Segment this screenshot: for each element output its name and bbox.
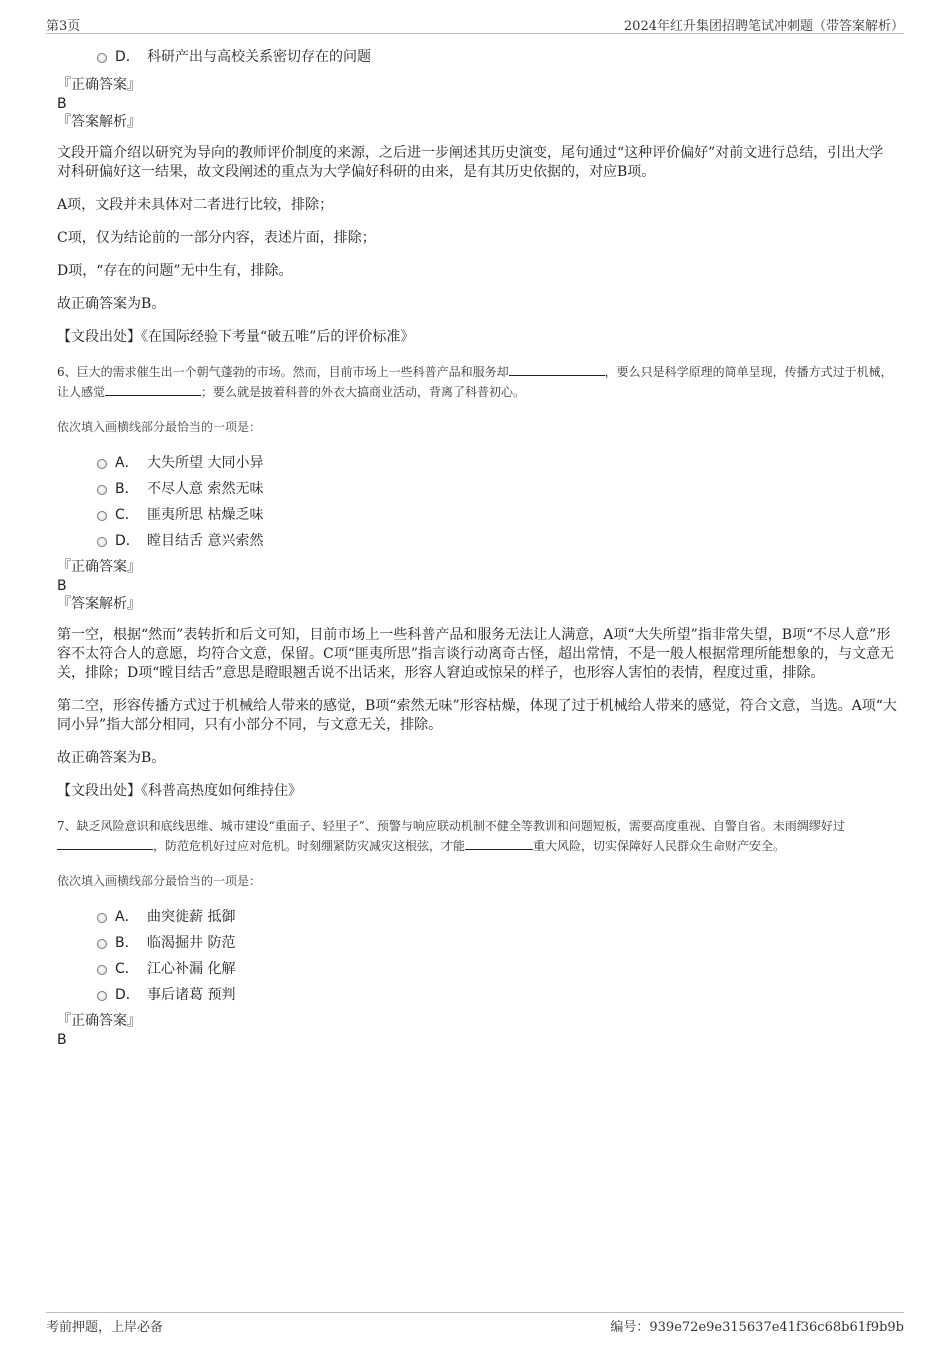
q6-text-part1: 6、巨大的需求催生出一个朝气蓬勃的市场。然而，目前市场上一些科普产品和服务却 <box>57 365 509 379</box>
page-footer <box>46 1312 904 1336</box>
option-letter: D． <box>115 533 140 549</box>
q5-analysis-para: 文段开篇介绍以研究为导向的教师评价制度的来源，之后进一步阐述其历史演变，尾句通过“这种评价偏好”对前文进行总结，引出大学对科研偏好这一结果，故文段阐述的重点为大学偏好科研的由来，是有其历史依据的，对应B项。 <box>57 145 884 180</box>
option-letter: D． <box>115 49 140 65</box>
radio-icon[interactable] <box>97 537 107 547</box>
page-number: 第3页 <box>46 19 81 34</box>
q7-text-part2: ，防范危机好过应对危机。时刻绷紧防灾减灾这根弦，才能 <box>153 839 466 853</box>
q6-analysis-label: 『答案解析』 <box>57 596 141 612</box>
option-letter: A． <box>115 909 139 925</box>
q7-option-b[interactable] <box>57 930 897 956</box>
q5-source: 【文段出处】《在国际经验下考量“破五唯”后的评价标准》 <box>57 329 415 345</box>
q6-source: 【文段出处】《科普高热度如何维持住》 <box>57 783 302 799</box>
option-text: 大失所望 大同小异 <box>147 455 264 471</box>
radio-icon[interactable] <box>97 459 107 469</box>
radio-icon[interactable] <box>97 485 107 495</box>
radio-icon[interactable] <box>97 965 107 975</box>
q6-text-part3: ；要么就是披着科普的外衣大搞商业活动，背离了科普初心。 <box>201 385 526 399</box>
q7-question-text <box>57 816 897 856</box>
option-text: 科研产出与高校关系密切存在的问题 <box>147 49 371 65</box>
option-text: 临渴掘井 防范 <box>147 935 236 951</box>
q6-conclusion: 故正确答案为B。 <box>57 750 166 766</box>
option-text: 匪夷所思 枯燥乏味 <box>147 507 264 523</box>
q5-analysis-para: C项，仅为结论前的一部分内容，表述片面，排除； <box>57 230 376 246</box>
radio-icon[interactable] <box>97 939 107 949</box>
q6-question-text <box>57 362 897 402</box>
q7-option-a[interactable] <box>57 904 897 930</box>
option-letter: B． <box>115 481 139 497</box>
document-id: 编号：939e72e9e315637e41f36c68b61f9b9b <box>610 1320 904 1335</box>
radio-icon[interactable] <box>97 511 107 521</box>
footer-slogan: 考前押题，上岸必备 <box>46 1320 164 1335</box>
document-title: 2024年红升集团招聘笔试冲刺题（带答案解析） <box>623 19 904 34</box>
q7-text-part3: 重大风险，切实保障好人民群众生命财产安全。 <box>533 839 786 853</box>
q7-answer-label: 『正确答案』 <box>57 1013 141 1029</box>
option-text: 事后诸葛 预判 <box>147 987 236 1003</box>
option-text: 江心补漏 化解 <box>147 961 236 977</box>
q6-answer-label: 『正确答案』 <box>57 559 141 575</box>
option-letter: C． <box>115 507 139 523</box>
q5-option-d[interactable] <box>57 44 897 70</box>
option-letter: B． <box>115 935 139 951</box>
q7-text-part1: 7、缺乏风险意识和底线思维、城市建设“重面子、轻里子”、预警与响应联动机制不健全等教训和问题短板，需要高度重视、自警自省。未雨绸缪好过 <box>57 819 845 833</box>
q6-option-a[interactable] <box>57 450 897 476</box>
q6-option-d[interactable] <box>57 528 897 554</box>
q6-analysis-para: 第一空，根据“然而”表转折和后文可知，目前市场上一些科普产品和服务无法让人满意，A项“大失所望”指非常失望，B项“不尽人意”形容不太符合人的意愿，均符合文意，保留。C项“匪夷所思”指言谈行动离奇古怪，超出常情，不是一般人根据常理所能想象的，与文意无关，排除；D项“瞠目结舌”意思是瞪眼翘舌说不出话来，形容人窘迫或惊呆的样子，也形容人害怕的表情，程度过重，排除。 <box>57 627 895 681</box>
q6-option-c[interactable] <box>57 502 897 528</box>
blank <box>57 837 153 850</box>
option-text: 曲突徙薪 抵御 <box>147 909 236 925</box>
page-header <box>46 14 904 34</box>
option-text: 不尽人意 索然无味 <box>147 481 264 497</box>
q7-option-c[interactable] <box>57 956 897 982</box>
blank <box>465 837 533 850</box>
option-text: 瞠目结舌 意兴索然 <box>147 533 264 549</box>
q6-answer: B <box>57 578 67 594</box>
q5-analysis-para: D项，“存在的问题”无中生有，排除。 <box>57 263 293 279</box>
q6-analysis-para: 第二空，形容传播方式过于机械给人带来的感觉，B项“索然无味”形容枯燥，体现了过于机械给人带来的感觉，符合文意，当选。A项“大同小异”指大部分相同，只有小部分不同，与文意无关，排除。 <box>57 698 897 733</box>
radio-icon[interactable] <box>97 913 107 923</box>
q5-analysis-para: A项，文段并未具体对二者进行比较，排除； <box>57 197 334 213</box>
radio-icon[interactable] <box>97 991 107 1001</box>
blank <box>105 383 201 396</box>
option-letter: A． <box>115 455 139 471</box>
option-letter: C． <box>115 961 139 977</box>
option-letter: D． <box>115 987 140 1003</box>
q7-answer: B <box>57 1032 67 1048</box>
q6-prompt: 依次填入画横线部分最恰当的一项是： <box>57 420 262 434</box>
blank <box>509 363 605 376</box>
q6-option-b[interactable] <box>57 476 897 502</box>
q7-prompt: 依次填入画横线部分最恰当的一项是： <box>57 874 262 888</box>
q5-analysis-label: 『答案解析』 <box>57 114 141 130</box>
main-content <box>57 44 897 1049</box>
q5-answer: B <box>57 96 67 112</box>
q6-text-part2: ，要么只是科学原理的简单呈现，传播方式过于机械，让人感觉 <box>57 365 893 399</box>
q5-answer-label: 『正确答案』 <box>57 77 141 93</box>
q7-option-d[interactable] <box>57 982 897 1008</box>
q5-conclusion: 故正确答案为B。 <box>57 296 166 312</box>
radio-icon[interactable] <box>97 53 107 63</box>
